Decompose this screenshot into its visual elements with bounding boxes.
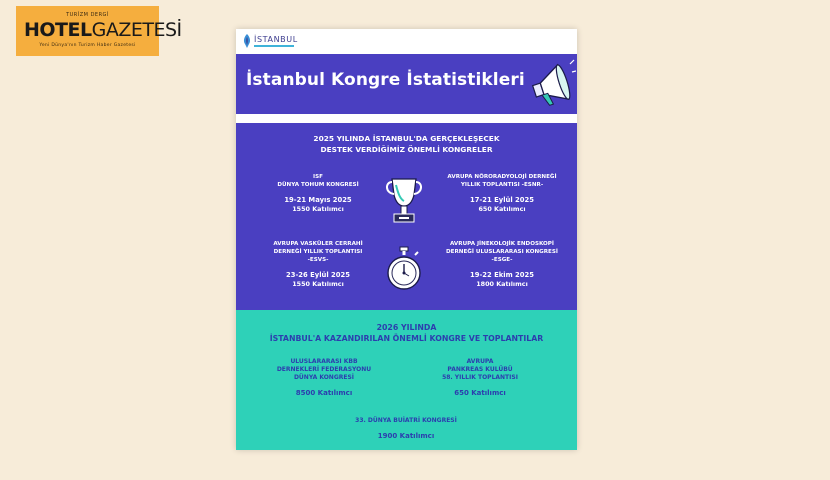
event-participants: 650 Katılımcı xyxy=(454,389,506,397)
section-2025 xyxy=(236,123,577,310)
event-name-line: AVRUPA JİNEKOLOJİK ENDOSKOPİ xyxy=(449,241,554,247)
logo-brand-bold: HOTEL xyxy=(24,19,92,41)
event-2026-pankreas xyxy=(400,358,560,398)
event-name-line: DERNEĞİ ULUSLARARASI KONGRESİ xyxy=(446,249,558,255)
event-participants: 1550 Katılımcı xyxy=(292,205,344,213)
tulip-logo-icon xyxy=(242,33,252,49)
section-2026-heading-line1: 2026 YILINDA xyxy=(376,323,437,332)
title-band xyxy=(236,54,577,114)
event-date: 23-26 Eylül 2025 xyxy=(286,271,350,279)
event-name-line: ISF xyxy=(313,174,323,180)
logo-tagline: Yeni Dünya'nın Turizm Haber Gazetesi xyxy=(39,43,136,48)
section-2026-heading xyxy=(236,322,577,344)
stopwatch-icon xyxy=(384,245,424,293)
event-participants: 650 Katılımcı xyxy=(478,205,526,213)
section-2025-heading xyxy=(236,133,577,155)
event-2025-esnr xyxy=(432,173,572,214)
event-name-line: DÜNYA TOHUM KONGRESİ xyxy=(277,182,359,188)
logo-brand-rest: GAZETESİ xyxy=(91,19,182,41)
event-2025-esvs xyxy=(248,240,388,289)
istanbul-brand-bar xyxy=(236,29,577,54)
event-name-line: ULUSLARARASI KBB xyxy=(290,358,358,365)
logo-top-text: TURİZM DERGİ xyxy=(66,12,109,18)
divider-gap xyxy=(236,114,577,123)
event-name-line: AVRUPA VASKÜLER CERRAHİ xyxy=(273,241,363,247)
event-name-line: DERNEKLERİ FEDERASYONU xyxy=(276,366,372,373)
event-name-line: -ESGE- xyxy=(491,257,513,263)
event-participants: 1800 Katılımcı xyxy=(476,280,528,288)
section-2026-heading-line2: İSTANBUL'A KAZANDIRILAN ÖNEMLİ KONGRE VE TOPLANTILAR xyxy=(269,334,544,343)
logo-brand xyxy=(24,19,182,41)
event-name-line: AVRUPA NÖRORADYOLOJİ DERNEĞİ xyxy=(447,174,557,180)
event-participants: 8500 Katılımcı xyxy=(295,389,353,397)
event-name-line: 58. YILLIK TOPLANTISI xyxy=(442,374,518,381)
event-2025-isf xyxy=(248,173,388,214)
section-2025-heading-line1: 2025 YILINDA İSTANBUL'DA GERÇEKLEŞECEK xyxy=(313,134,500,143)
trophy-icon xyxy=(382,175,426,227)
event-name-line: DÜNYA KONGRESİ xyxy=(293,374,355,381)
hotel-gazetesi-logo xyxy=(16,6,182,56)
event-name-line: YILLIK TOPLANTISI -ESNR- xyxy=(460,182,544,188)
brand-underline xyxy=(254,45,294,47)
section-2026 xyxy=(236,310,577,450)
event-participants: 1900 Katılımcı xyxy=(377,432,435,440)
event-participants: 1550 Katılımcı xyxy=(292,280,344,288)
section-2025-heading-line2: DESTEK VERDİĞİMİZ ÖNEMLİ KONGRELER xyxy=(320,145,493,154)
event-2025-esge xyxy=(432,240,572,289)
infographic-poster xyxy=(236,29,577,450)
poster-title: İstanbul Kongre İstatistikleri xyxy=(246,70,525,90)
istanbul-brand-name: İSTANBUL xyxy=(254,35,298,44)
event-date: 19-22 Ekim 2025 xyxy=(470,271,534,279)
event-2026-kbb xyxy=(244,358,404,398)
event-date: 17-21 Eylül 2025 xyxy=(470,196,534,204)
event-name-line: DERNEĞİ YILLIK TOPLANTISI xyxy=(273,249,363,255)
event-2026-buiatri xyxy=(326,417,486,441)
event-name-line: AVRUPA xyxy=(466,358,494,365)
event-name-line: PANKREAS KULÜBÜ xyxy=(447,366,513,373)
megaphone-icon xyxy=(526,54,576,120)
event-name-line: -ESVS- xyxy=(307,257,329,263)
event-date: 19-21 Mayıs 2025 xyxy=(284,196,352,204)
event-name-line: 33. DÜNYA BUİATRİ KONGRESİ xyxy=(355,417,457,424)
